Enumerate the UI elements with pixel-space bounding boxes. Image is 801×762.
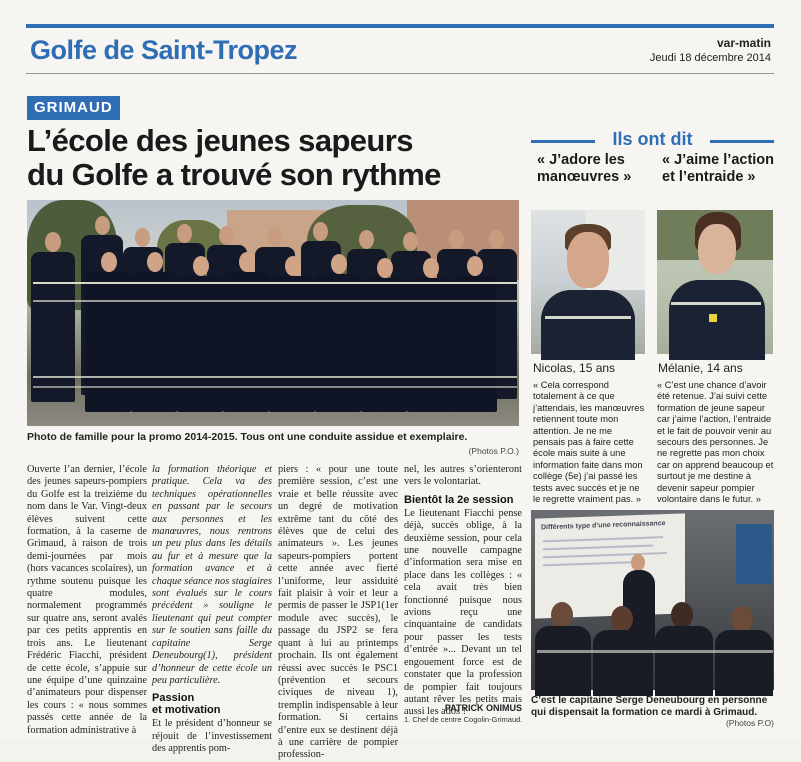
classroom-credit: (Photos P.O) (725, 718, 774, 728)
column-4-text: Le lieutenant Fiacchi pense déjà, succès oblige, à la deuxième session, pour cela une nouvelle campagne d’information sera mise en place dans les collèges : « cela avait très bien fonctionné puisque nous avions reçu une cinquantaine de candidats pour passer les tests d’entrée »... Devant un tel engouement force est de constater que la profession de pompier fait toujours autant rêver les petits mais aussi les ados ! (404, 507, 522, 718)
article-column-4 (404, 464, 522, 719)
headline-line-1: L’école des jeunes sapeurs (27, 123, 413, 158)
column-4-start-text: nel, les autres s’orienteront vers le volontariat. (404, 464, 522, 488)
sidebar-title: Ils ont dit (612, 129, 693, 149)
location-kicker: GRIMAUD (27, 96, 120, 120)
sidebar-rule-right (710, 140, 774, 143)
article-column-3 (278, 464, 398, 762)
subhead-passion-line-2: et motivation (152, 704, 221, 717)
headline (27, 124, 517, 192)
quote-melanie: « J’aime l’action et l’entraide » (662, 152, 775, 185)
subhead-passion-line-1: Passion (152, 692, 195, 705)
name-nicolas: Nicolas, 15 ans (533, 361, 616, 375)
top-rule (26, 24, 774, 28)
name-melanie: Mélanie, 14 ans (658, 361, 743, 375)
group-photo (27, 200, 519, 426)
column-2-end-text: Et le président d’honneur se réjouit de l’investissement des apprentis pom- (152, 718, 272, 755)
subhead-second-session: Bientôt la 2e session (404, 493, 514, 506)
screen-title: Différents type d’une reconnaissance (541, 520, 666, 532)
subhead-passion (152, 692, 272, 716)
classroom-photo (531, 510, 774, 690)
wall-poster (736, 524, 772, 584)
paper-name: var-matin (716, 36, 771, 50)
photo-caption: Photo de famille pour la promo 2014-2015. Tous ont une conduite assidue et exemplaire. (27, 431, 468, 443)
column-1-text: Ouverte l’an dernier, l’école des jeunes sapeurs-pompiers du Golfe est la treizième du nom dans le Var. Vingt-deux élèves suivent cette formation, à la caserne de Grimaud, à raison de trois demi-journées par mois (hors vacances scolaires), un rythme soutenu puisque les quatre modules, normalement programmés sur quatre ans, seront avalés par ces petits apprentis en trois ans. Le lieutenant Frédéric Fiacchi, président de cette école, s’appuie sur une équipe d’une quinzaine d’animateurs pour dispenser les cours : « nous sommes passés cette année de la formation administrative à (27, 464, 147, 736)
header-rule (26, 73, 774, 74)
byline: PATRICK ONIMUS (444, 703, 522, 713)
classroom-caption: C’est le capitaine Serge Deneubourg en personne qui dispensait la formation ce mardi à Grimaud. (531, 695, 768, 718)
article-column-2 (152, 464, 272, 756)
headline-line-2: du Golfe a trouvé son rythme (27, 157, 441, 192)
column-2-text: la formation théorique et pratique. Cela va des techniques opérationnelles en passant par le secours aux personnes et les manœuvres, nous rentrons un peu plus dans les détails au fur et à mesure que la formation avance et à chaque séance nos stagiaires sont évalués sur le cours précédent » souligne le lieutenant qui peut compter sur le soutien sans faille du capitaine Serge Deneubourg(1), président d’honneur de cette école un peu particulière. (152, 464, 273, 686)
sidebar-heading (531, 130, 774, 150)
portrait-nicolas (531, 210, 645, 354)
column-3-text: piers : « pour une toute première session, c’est une vraie et belle réussite avec un degré de motivation extrême tant du côté des élèves que de celui des animateurs ». Les jeunes sapeurs-pompiers portent cette année avec fierté l’uniforme, leur assiduité fait plaisir à voir et leur a permis de passer le JSP1(1er module avec succès), le passage du JSP2 se fera quant à lui au printemps prochain. Ils ont également réussi avec succès le PSC1 (prévention et secours civiques de niveau 1), tremplin indispensable à leur formation. Si certains d’entre eux se destinent déjà à une carrière de pompier profession- (278, 464, 398, 761)
portrait-melanie (657, 210, 773, 354)
footnote: 1. Chef de centre Cogolin-Grimaud. (404, 715, 523, 724)
article-column-1 (27, 464, 147, 737)
testimony-melanie: « C’est une chance d’avoir été retenue. J’ai suivi cette formation de jeune sapeur car j’aime l’action, l’entraide et le fait de pouvoir venir au secours des personnes. Je ne regrette pas mon choix car on apprend beaucoup et surtout je me destine à devenir sapeur pompier volontaire dans le futur. » (657, 380, 774, 505)
testimony-nicolas: « Cela correspond totalement à ce que j’attendais, les manœuvres retiennent toute mon attention. Je ne me pensais pas à faire cette école mais suite à une information faite dans mon collège (5e) j’ai passé les tests avec succès et je ne le regrette vraiment pas. » (533, 380, 645, 505)
section-title: Golfe de Saint-Tropez (30, 35, 298, 65)
quote-nicolas: « J’adore les manœuvres » (537, 152, 632, 185)
photo-credit: (Photos P.O.) (468, 446, 519, 456)
issue-date: Jeudi 18 décembre 2014 (649, 52, 771, 64)
